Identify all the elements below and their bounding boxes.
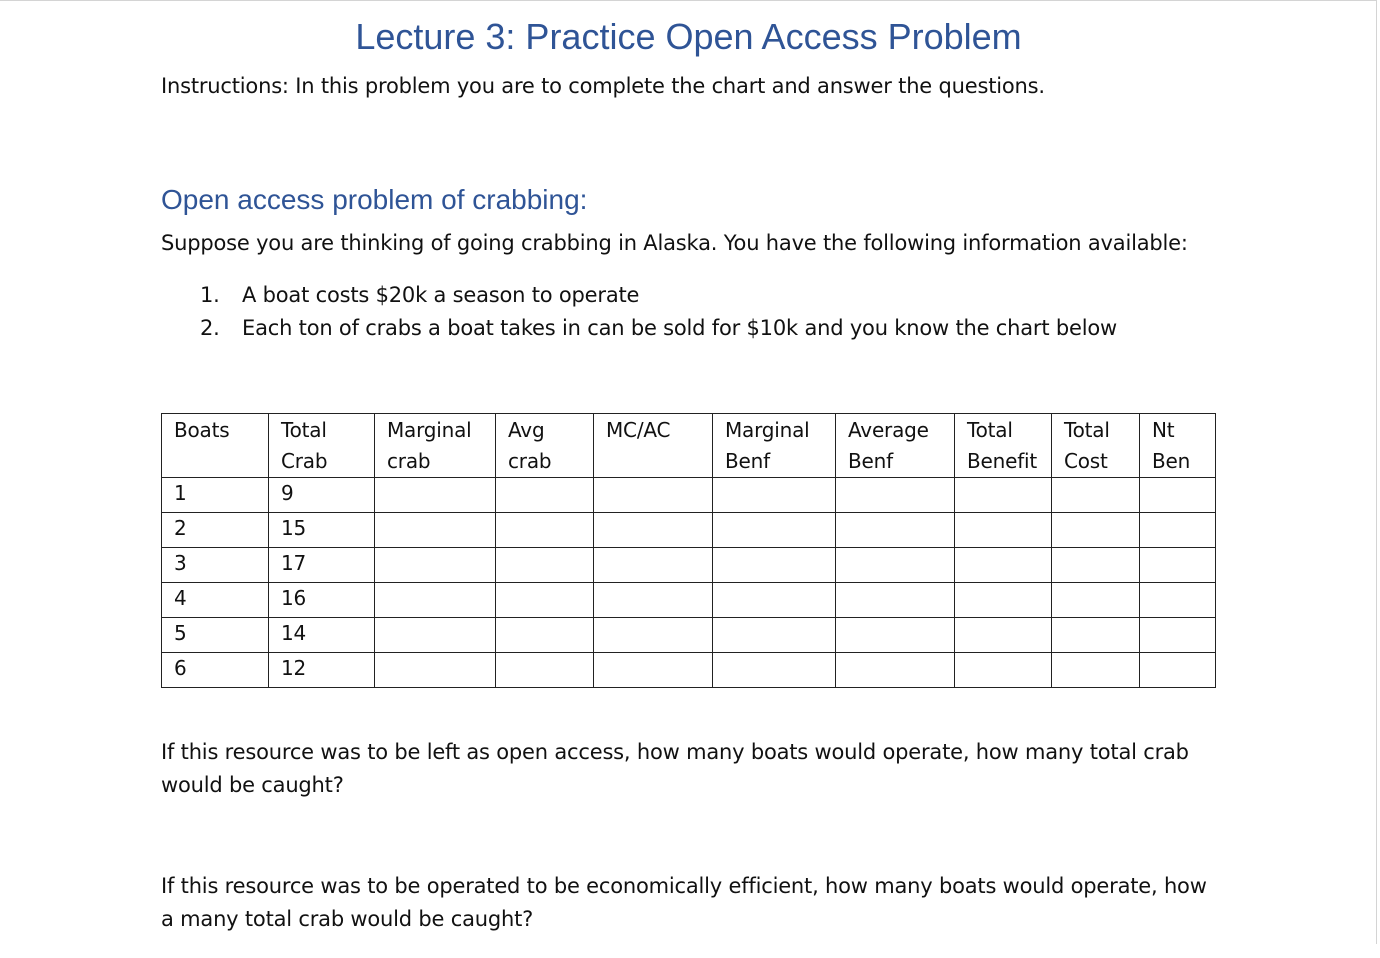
cell-empty[interactable] bbox=[713, 513, 836, 548]
header-mc-ac: MC/AC bbox=[594, 414, 713, 478]
cell-total-crab: 17 bbox=[269, 548, 375, 583]
cell-empty[interactable] bbox=[836, 513, 955, 548]
cell-empty[interactable] bbox=[375, 618, 496, 653]
cell-empty[interactable] bbox=[836, 478, 955, 513]
page-title: Lecture 3: Practice Open Access Problem bbox=[355, 16, 1022, 57]
list-number: 2. bbox=[200, 316, 220, 340]
cell-empty[interactable] bbox=[955, 583, 1052, 618]
cell-empty[interactable] bbox=[1052, 583, 1140, 618]
cell-total-crab: 12 bbox=[269, 653, 375, 688]
question-open-access: If this resource was to be left as open access, how many boats would operate, how many total crab would be caught? bbox=[161, 740, 1189, 797]
cell-empty[interactable] bbox=[375, 478, 496, 513]
cell-empty[interactable] bbox=[955, 618, 1052, 653]
table-row bbox=[162, 583, 1216, 618]
cell-boats: 4 bbox=[162, 583, 269, 618]
cell-empty[interactable] bbox=[375, 548, 496, 583]
crab-table bbox=[161, 413, 1216, 688]
header-boats: Boats bbox=[162, 414, 269, 478]
cell-empty[interactable] bbox=[955, 548, 1052, 583]
cell-empty[interactable] bbox=[955, 653, 1052, 688]
cell-boats: 6 bbox=[162, 653, 269, 688]
header-total-crab: Total Crab bbox=[269, 414, 375, 478]
cell-empty[interactable] bbox=[955, 478, 1052, 513]
section-heading: Open access problem of crabbing: bbox=[161, 184, 588, 215]
cell-boats: 1 bbox=[162, 478, 269, 513]
header-marginal-crab: Marginal crab bbox=[375, 414, 496, 478]
cell-empty[interactable] bbox=[594, 513, 713, 548]
cell-empty[interactable] bbox=[496, 513, 594, 548]
cell-empty[interactable] bbox=[1140, 478, 1216, 513]
cell-empty[interactable] bbox=[955, 513, 1052, 548]
cell-total-crab: 16 bbox=[269, 583, 375, 618]
cell-empty[interactable] bbox=[836, 548, 955, 583]
cell-total-crab: 9 bbox=[269, 478, 375, 513]
header-net-benefit: Nt Ben bbox=[1140, 414, 1216, 478]
list-number: 1. bbox=[200, 283, 220, 307]
table-row bbox=[162, 478, 1216, 513]
cell-empty[interactable] bbox=[1052, 548, 1140, 583]
cell-empty[interactable] bbox=[496, 653, 594, 688]
cell-empty[interactable] bbox=[713, 653, 836, 688]
cell-empty[interactable] bbox=[375, 653, 496, 688]
cell-empty[interactable] bbox=[496, 583, 594, 618]
cell-empty[interactable] bbox=[836, 653, 955, 688]
cell-boats: 5 bbox=[162, 618, 269, 653]
table-row bbox=[162, 618, 1216, 653]
cell-empty[interactable] bbox=[594, 583, 713, 618]
cell-empty[interactable] bbox=[1052, 653, 1140, 688]
cell-empty[interactable] bbox=[713, 548, 836, 583]
cell-empty[interactable] bbox=[496, 478, 594, 513]
cell-empty[interactable] bbox=[1052, 478, 1140, 513]
cell-boats: 2 bbox=[162, 513, 269, 548]
list-item bbox=[200, 315, 1117, 348]
cell-total-crab: 14 bbox=[269, 618, 375, 653]
header-total-benefit: Total Benefit bbox=[955, 414, 1052, 478]
list-text: A boat costs $20k a season to operate bbox=[242, 283, 640, 307]
cell-empty[interactable] bbox=[496, 618, 594, 653]
cell-empty[interactable] bbox=[375, 513, 496, 548]
cell-empty[interactable] bbox=[1052, 618, 1140, 653]
list-item bbox=[200, 282, 1117, 315]
instructions-text: Instructions: In this problem you are to complete the chart and answer the questions. bbox=[161, 74, 1045, 98]
cell-empty[interactable] bbox=[836, 583, 955, 618]
cell-empty[interactable] bbox=[1140, 548, 1216, 583]
header-average-benf: Average Benf bbox=[836, 414, 955, 478]
table-header-row bbox=[162, 414, 1216, 478]
cell-empty[interactable] bbox=[594, 478, 713, 513]
cell-empty[interactable] bbox=[713, 583, 836, 618]
cell-empty[interactable] bbox=[1140, 618, 1216, 653]
cell-boats: 3 bbox=[162, 548, 269, 583]
cell-empty[interactable] bbox=[1140, 653, 1216, 688]
cell-empty[interactable] bbox=[594, 618, 713, 653]
cell-empty[interactable] bbox=[1052, 513, 1140, 548]
question-efficient: If this resource was to be operated to be economically efficient, how many boats would operate, how a many total crab would be caught? bbox=[161, 874, 1207, 931]
list-text: Each ton of crabs a boat takes in can be sold for $10k and you know the chart below bbox=[242, 316, 1117, 340]
cell-empty[interactable] bbox=[594, 548, 713, 583]
header-marginal-benf: Marginal Benf bbox=[713, 414, 836, 478]
cell-empty[interactable] bbox=[713, 618, 836, 653]
cell-empty[interactable] bbox=[1140, 513, 1216, 548]
cell-empty[interactable] bbox=[1140, 583, 1216, 618]
cell-empty[interactable] bbox=[375, 583, 496, 618]
table-row bbox=[162, 653, 1216, 688]
cell-empty[interactable] bbox=[496, 548, 594, 583]
table-row bbox=[162, 548, 1216, 583]
cell-empty[interactable] bbox=[594, 653, 713, 688]
cell-empty[interactable] bbox=[836, 618, 955, 653]
info-list bbox=[200, 282, 1117, 348]
cell-empty[interactable] bbox=[713, 478, 836, 513]
intro-text: Suppose you are thinking of going crabbing in Alaska. You have the following information available: bbox=[161, 231, 1188, 255]
table-row bbox=[162, 513, 1216, 548]
header-total-cost: Total Cost bbox=[1052, 414, 1140, 478]
header-avg-crab: Avg crab bbox=[496, 414, 594, 478]
cell-total-crab: 15 bbox=[269, 513, 375, 548]
